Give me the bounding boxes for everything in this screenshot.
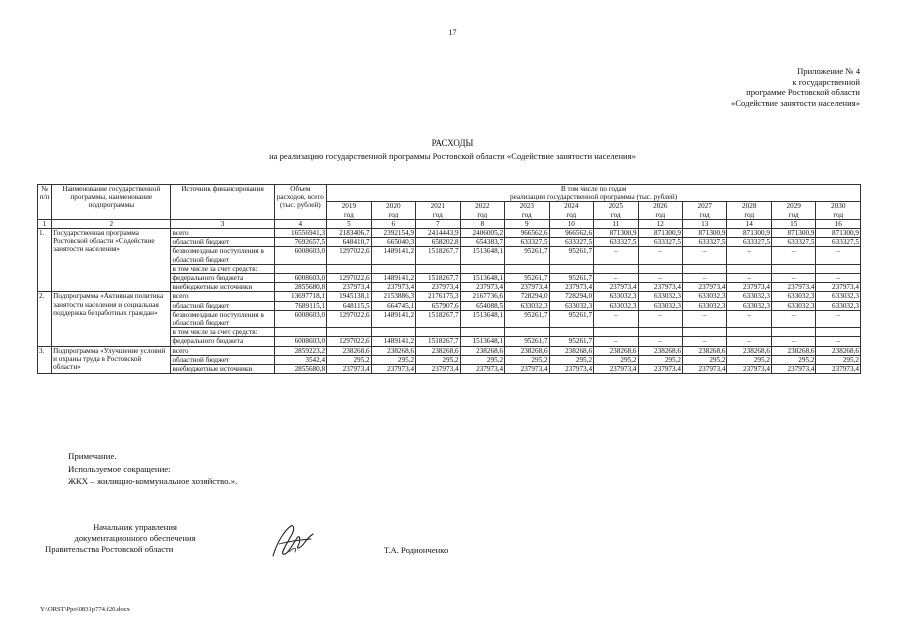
year-value-cell: 633032,3: [594, 301, 638, 310]
year-value-cell: 648115,5: [327, 301, 371, 310]
header-year: [549, 202, 593, 219]
year-value-cell: 1489141,2: [371, 274, 415, 283]
total-volume-cell: [274, 264, 327, 273]
row-number: 1.: [38, 229, 52, 292]
year-value-cell: [727, 328, 771, 337]
year-value-cell: [816, 328, 861, 337]
table-row: [38, 229, 861, 238]
year-value-cell: 633327,5: [505, 238, 549, 247]
year-value-cell: 871300,9: [816, 229, 861, 238]
index-cell: 5: [327, 219, 371, 228]
year-value-cell: 1513648,1: [460, 310, 504, 327]
appendix-line: «Содействие занятости населения»: [731, 97, 860, 108]
year-value-cell: [327, 328, 371, 337]
header-year-suffix: год: [477, 210, 488, 219]
year-value-cell: 295,2: [816, 355, 861, 364]
year-value-cell: 238268,6: [816, 346, 861, 355]
year-value-cell: 728294,0: [549, 292, 593, 301]
year-value-cell: –: [594, 337, 638, 346]
year-value-cell: [771, 264, 815, 273]
header-year-suffix: год: [566, 210, 577, 219]
year-value-cell: 1518267,7: [416, 337, 460, 346]
year-value-cell: 238268,6: [594, 346, 638, 355]
index-cell: 2: [52, 219, 171, 228]
header-year: [638, 202, 682, 219]
year-value-cell: [638, 328, 682, 337]
header-year-value: 2021: [430, 202, 446, 211]
index-cell: 1: [38, 219, 52, 228]
year-value-cell: [371, 328, 415, 337]
row-number: 3.: [38, 346, 52, 374]
year-value-cell: 95261,7: [505, 247, 549, 264]
year-value-cell: 237973,4: [505, 365, 549, 374]
header-year-suffix: год: [388, 210, 399, 219]
year-value-cell: 633032,3: [727, 292, 771, 301]
year-value-cell: –: [683, 274, 727, 283]
year-value-cell: 95261,7: [505, 337, 549, 346]
expenses-table: [37, 184, 861, 374]
total-volume-cell: 2855680,8: [274, 283, 327, 292]
year-value-cell: 1489141,2: [371, 247, 415, 264]
year-value-cell: 238268,6: [549, 346, 593, 355]
table-row: [38, 292, 861, 301]
funding-source: областной бюджет: [171, 301, 274, 310]
header-year-value: 2030: [831, 202, 846, 211]
year-value-cell: 633032,3: [638, 292, 682, 301]
position-line: документационного обеспечения: [74, 533, 196, 543]
year-value-cell: 237973,4: [771, 365, 815, 374]
year-value-cell: –: [594, 310, 638, 327]
index-cell: 14: [727, 219, 771, 228]
header-volume: Объем расходов, всего (тыс. рублей): [274, 185, 327, 220]
year-value-cell: –: [816, 310, 861, 327]
year-value-cell: 1489141,2: [371, 337, 415, 346]
year-value-cell: –: [638, 337, 682, 346]
year-value-cell: [505, 264, 549, 273]
total-volume-cell: 2859223,2: [274, 346, 327, 355]
year-value-cell: 237973,4: [505, 283, 549, 292]
year-value-cell: [327, 264, 371, 273]
program-name: Подпрограмма «Улучшение условий и охраны труда в Ростовской области»: [52, 346, 171, 374]
handwritten-signature: [267, 522, 317, 562]
year-value-cell: 648410,7: [327, 238, 371, 247]
year-value-cell: 1518267,7: [416, 310, 460, 327]
year-value-cell: 237973,4: [594, 365, 638, 374]
position-line: Правительства Ростовской области: [45, 544, 174, 554]
year-value-cell: 1518267,7: [416, 247, 460, 264]
year-value-cell: [727, 264, 771, 273]
funding-source: всего: [171, 346, 274, 355]
year-value-cell: 95261,7: [505, 274, 549, 283]
year-value-cell: 237973,4: [638, 283, 682, 292]
note-line: Примечание.: [68, 451, 117, 461]
year-value-cell: 664745,1: [371, 301, 415, 310]
header-year-value: 2026: [653, 202, 668, 211]
year-value-cell: –: [727, 337, 771, 346]
index-cell: 8: [460, 219, 504, 228]
year-value-cell: 871300,9: [638, 229, 682, 238]
funding-source: в том числе за счет средств:: [171, 264, 274, 273]
year-value-cell: 238268,6: [727, 346, 771, 355]
year-value-cell: 295,2: [327, 355, 371, 364]
year-value-cell: 295,2: [460, 355, 504, 364]
index-cell: 9: [505, 219, 549, 228]
year-value-cell: 966562,6: [549, 229, 593, 238]
funding-source: в том числе за счет средств:: [171, 328, 274, 337]
year-value-cell: 654383,7: [460, 238, 504, 247]
year-value-cell: 95261,7: [549, 247, 593, 264]
signatory-name: Т.А. Родионченко: [384, 545, 449, 555]
header-year: [505, 202, 549, 219]
year-value-cell: [771, 328, 815, 337]
year-value-cell: 633032,3: [638, 301, 682, 310]
total-volume-cell: 6008603,0: [274, 310, 327, 327]
year-value-cell: 633032,3: [549, 301, 593, 310]
header-year: [816, 202, 861, 219]
year-value-cell: 1513648,1: [460, 337, 504, 346]
year-value-cell: –: [816, 247, 861, 264]
year-value-cell: 95261,7: [549, 274, 593, 283]
appendix-line: программе Ростовской области: [746, 87, 860, 98]
year-value-cell: 237973,4: [549, 365, 593, 374]
document-title: РАСХОДЫ: [431, 138, 474, 148]
year-value-cell: 238268,6: [327, 346, 371, 355]
year-value-cell: 237973,4: [549, 283, 593, 292]
year-value-cell: [594, 328, 638, 337]
year-value-cell: –: [683, 310, 727, 327]
header-year: [594, 202, 638, 219]
year-value-cell: 871300,9: [683, 229, 727, 238]
appendix-header: [640, 66, 860, 108]
year-value-cell: 633032,3: [771, 301, 815, 310]
index-cell: 16: [816, 219, 861, 228]
year-value-cell: 295,2: [371, 355, 415, 364]
year-value-cell: 1297022,6: [327, 274, 371, 283]
year-value-cell: 238268,6: [460, 346, 504, 355]
year-value-cell: [683, 328, 727, 337]
year-value-cell: 633032,3: [816, 301, 861, 310]
total-volume-cell: 13697718,1: [274, 292, 327, 301]
year-value-cell: [549, 328, 593, 337]
header-year-value: 2020: [386, 202, 401, 211]
year-value-cell: 95261,7: [549, 337, 593, 346]
year-value-cell: [505, 328, 549, 337]
header-year-suffix: год: [343, 210, 354, 219]
total-volume-cell: 6008603,0: [274, 337, 327, 346]
header-group-line: реализации государственной программы (тыс. рублей): [510, 193, 678, 202]
year-value-cell: 633327,5: [594, 238, 638, 247]
year-value-cell: 237973,4: [594, 283, 638, 292]
year-value-cell: 295,2: [594, 355, 638, 364]
year-value-cell: –: [816, 337, 861, 346]
index-cell: 15: [771, 219, 815, 228]
year-value-cell: 237973,4: [460, 365, 504, 374]
year-value-cell: [416, 264, 460, 273]
total-volume-cell: 16556941,3: [274, 229, 327, 238]
header-year-value: 2028: [742, 202, 757, 211]
year-value-cell: 658202,8: [416, 238, 460, 247]
header-year: [771, 202, 815, 219]
index-cell: 13: [683, 219, 727, 228]
header-years-group: [327, 185, 861, 202]
year-value-cell: 237973,4: [683, 365, 727, 374]
total-volume-cell: 6008603,0: [274, 247, 327, 264]
total-volume-cell: 2855680,8: [274, 365, 327, 374]
year-value-cell: 1945138,1: [327, 292, 371, 301]
funding-source: внебюджетные источники: [171, 365, 274, 374]
year-value-cell: 237973,4: [771, 283, 815, 292]
year-value-cell: 633032,3: [683, 292, 727, 301]
header-year-value: 2023: [519, 202, 534, 211]
total-volume-cell: 7689115,1: [274, 301, 327, 310]
year-value-cell: 2176175,3: [416, 292, 460, 301]
year-value-cell: 237973,4: [727, 283, 771, 292]
year-value-cell: 966562,6: [505, 229, 549, 238]
total-volume-cell: 3542,4: [274, 355, 327, 364]
year-value-cell: [683, 264, 727, 273]
year-value-cell: –: [683, 337, 727, 346]
appendix-line: Приложение № 4: [797, 66, 860, 76]
year-value-cell: 633032,3: [683, 301, 727, 310]
year-value-cell: 237973,4: [416, 365, 460, 374]
year-value-cell: 633327,5: [638, 238, 682, 247]
header-year: [371, 202, 415, 219]
year-value-cell: 238268,6: [683, 346, 727, 355]
year-value-cell: –: [594, 247, 638, 264]
year-value-cell: [371, 264, 415, 273]
header-year-value: 2025: [608, 202, 623, 211]
year-value-cell: 295,2: [549, 355, 593, 364]
header-year-suffix: год: [744, 210, 755, 219]
year-value-cell: 237973,4: [727, 365, 771, 374]
year-value-cell: 238268,6: [771, 346, 815, 355]
year-value-cell: 237973,4: [327, 365, 371, 374]
header-year-value: 2019: [341, 202, 357, 211]
year-value-cell: [549, 264, 593, 273]
funding-source: всего: [171, 292, 274, 301]
year-value-cell: 237973,4: [327, 283, 371, 292]
funding-source: областной бюджет: [171, 238, 274, 247]
year-value-cell: 1297022,6: [327, 337, 371, 346]
year-value-cell: 95261,7: [505, 310, 549, 327]
year-value-cell: 633032,3: [505, 301, 549, 310]
header-year-value: 2027: [697, 202, 712, 211]
header-year: [327, 202, 371, 219]
header-year-suffix: год: [521, 210, 532, 219]
funding-source: федерального бюджета: [171, 337, 274, 346]
header-year-suffix: год: [610, 210, 621, 219]
funding-source: безвозмездные поступления в областной бюджет: [171, 310, 274, 327]
year-value-cell: –: [727, 274, 771, 283]
year-value-cell: 633327,5: [683, 238, 727, 247]
year-value-cell: 237973,4: [371, 365, 415, 374]
year-value-cell: 657907,6: [416, 301, 460, 310]
year-value-cell: 295,2: [505, 355, 549, 364]
total-volume-cell: 7692657,5: [274, 238, 327, 247]
year-value-cell: [460, 264, 504, 273]
header-year-suffix: год: [788, 210, 799, 219]
year-value-cell: 238268,6: [638, 346, 682, 355]
year-value-cell: [594, 264, 638, 273]
header-year: [416, 202, 460, 219]
year-value-cell: –: [638, 274, 682, 283]
year-value-cell: 633327,5: [549, 238, 593, 247]
header-year: [460, 202, 504, 219]
note-block: [68, 450, 237, 488]
year-value-cell: –: [771, 337, 815, 346]
year-value-cell: 1489141,2: [371, 310, 415, 327]
index-cell: 12: [638, 219, 682, 228]
total-volume-cell: [274, 328, 327, 337]
year-value-cell: [816, 264, 861, 273]
year-value-cell: 295,2: [771, 355, 815, 364]
header-year-suffix: год: [432, 210, 443, 219]
year-value-cell: 871300,9: [594, 229, 638, 238]
year-value-cell: 1513648,1: [460, 274, 504, 283]
year-value-cell: 238268,6: [416, 346, 460, 355]
page-number: 17: [448, 28, 457, 37]
year-value-cell: –: [638, 310, 682, 327]
year-value-cell: –: [594, 274, 638, 283]
year-value-cell: 633032,3: [816, 292, 861, 301]
year-value-cell: 295,2: [638, 355, 682, 364]
year-value-cell: 2406005,2: [460, 229, 504, 238]
index-cell: 4: [274, 219, 327, 228]
note-line: ЖКХ – жилищно-коммунальное хозяйство.».: [68, 476, 238, 486]
year-value-cell: –: [816, 274, 861, 283]
index-cell: 7: [416, 219, 460, 228]
appendix-line: к государственной: [792, 76, 860, 87]
program-name: Государственная программа Ростовской области «Содействие занятости населения»: [52, 229, 171, 292]
year-value-cell: 1297022,6: [327, 310, 371, 327]
header-year: [683, 202, 727, 219]
year-value-cell: 2183406,7: [327, 229, 371, 238]
year-value-cell: 295,2: [683, 355, 727, 364]
year-value-cell: 728294,0: [505, 292, 549, 301]
funding-source: областной бюджет: [171, 355, 274, 364]
index-cell: 6: [371, 219, 415, 228]
year-value-cell: 633327,5: [771, 238, 815, 247]
year-value-cell: 237973,4: [816, 283, 861, 292]
year-value-cell: 633032,3: [594, 292, 638, 301]
year-value-cell: 237973,4: [416, 283, 460, 292]
year-value-cell: 237973,4: [816, 365, 861, 374]
year-value-cell: 295,2: [727, 355, 771, 364]
year-value-cell: –: [727, 310, 771, 327]
funding-source: федерального бюджета: [171, 274, 274, 283]
year-value-cell: 2153886,3: [371, 292, 415, 301]
header-year-suffix: год: [699, 210, 710, 219]
year-value-cell: –: [727, 247, 771, 264]
year-value-cell: [416, 328, 460, 337]
header-row: [38, 185, 861, 202]
year-value-cell: 1513648,1: [460, 247, 504, 264]
year-value-cell: [460, 328, 504, 337]
year-value-cell: 238268,6: [505, 346, 549, 355]
header-year-suffix: год: [833, 210, 844, 219]
year-value-cell: 633032,3: [727, 301, 771, 310]
year-value-cell: 633327,5: [816, 238, 861, 247]
year-value-cell: –: [683, 247, 727, 264]
year-value-cell: 2414443,9: [416, 229, 460, 238]
year-value-cell: 665040,3: [371, 238, 415, 247]
year-value-cell: 238268,6: [371, 346, 415, 355]
year-value-cell: 1297022,6: [327, 247, 371, 264]
year-value-cell: 2167736,6: [460, 292, 504, 301]
header-year-value: 2024: [564, 202, 579, 211]
header-year-value: 2022: [475, 202, 490, 211]
header-year-suffix: год: [655, 210, 666, 219]
total-volume-cell: 6008603,0: [274, 274, 327, 283]
year-value-cell: 295,2: [416, 355, 460, 364]
year-value-cell: 237973,4: [460, 283, 504, 292]
year-value-cell: 2392154,9: [371, 229, 415, 238]
year-value-cell: 633032,3: [771, 292, 815, 301]
row-number: 2.: [38, 292, 52, 346]
header-group-line: В том числе по годам: [560, 185, 627, 193]
year-value-cell: 654088,5: [460, 301, 504, 310]
signatory-position: [45, 522, 220, 555]
year-value-cell: 237973,4: [683, 283, 727, 292]
year-value-cell: 95261,7: [549, 310, 593, 327]
document-subtitle: на реализацию государственной программы Ростовской области «Содействие занятости населения»: [269, 151, 636, 161]
funding-source: всего: [171, 229, 274, 238]
index-row: [38, 219, 861, 228]
year-value-cell: 237973,4: [638, 365, 682, 374]
index-cell: 3: [171, 219, 274, 228]
index-cell: 10: [549, 219, 593, 228]
header-name: Наименование государственной программы, наименование подпрограммы: [52, 185, 171, 220]
index-cell: 11: [594, 219, 638, 228]
year-value-cell: 871300,9: [771, 229, 815, 238]
program-name: Подпрограмма «Активная политика занятости населения и социальная поддержка безработных граждан»: [52, 292, 171, 346]
funding-source: внебюджетные источники: [171, 283, 274, 292]
year-value-cell: 1518267,7: [416, 274, 460, 283]
header-source: Источник финансирования: [171, 185, 274, 220]
footer-file-path: Y:\ORST\Ppo\0831p774.f20.docx: [40, 606, 130, 613]
year-value-cell: 237973,4: [371, 283, 415, 292]
year-value-cell: –: [771, 274, 815, 283]
funding-source: безвозмездные поступления в областной бюджет: [171, 247, 274, 264]
year-value-cell: 633327,5: [727, 238, 771, 247]
year-value-cell: –: [771, 310, 815, 327]
year-value-cell: [638, 264, 682, 273]
header-year: [727, 202, 771, 219]
year-value-cell: 871300,9: [727, 229, 771, 238]
position-line: Начальник управления: [93, 522, 177, 532]
year-value-cell: –: [638, 247, 682, 264]
header-num: № п/п: [38, 185, 52, 220]
table-row: [38, 346, 861, 355]
year-value-cell: –: [771, 247, 815, 264]
header-year-value: 2029: [786, 202, 801, 211]
note-line: Используемое сокращение:: [68, 463, 171, 474]
